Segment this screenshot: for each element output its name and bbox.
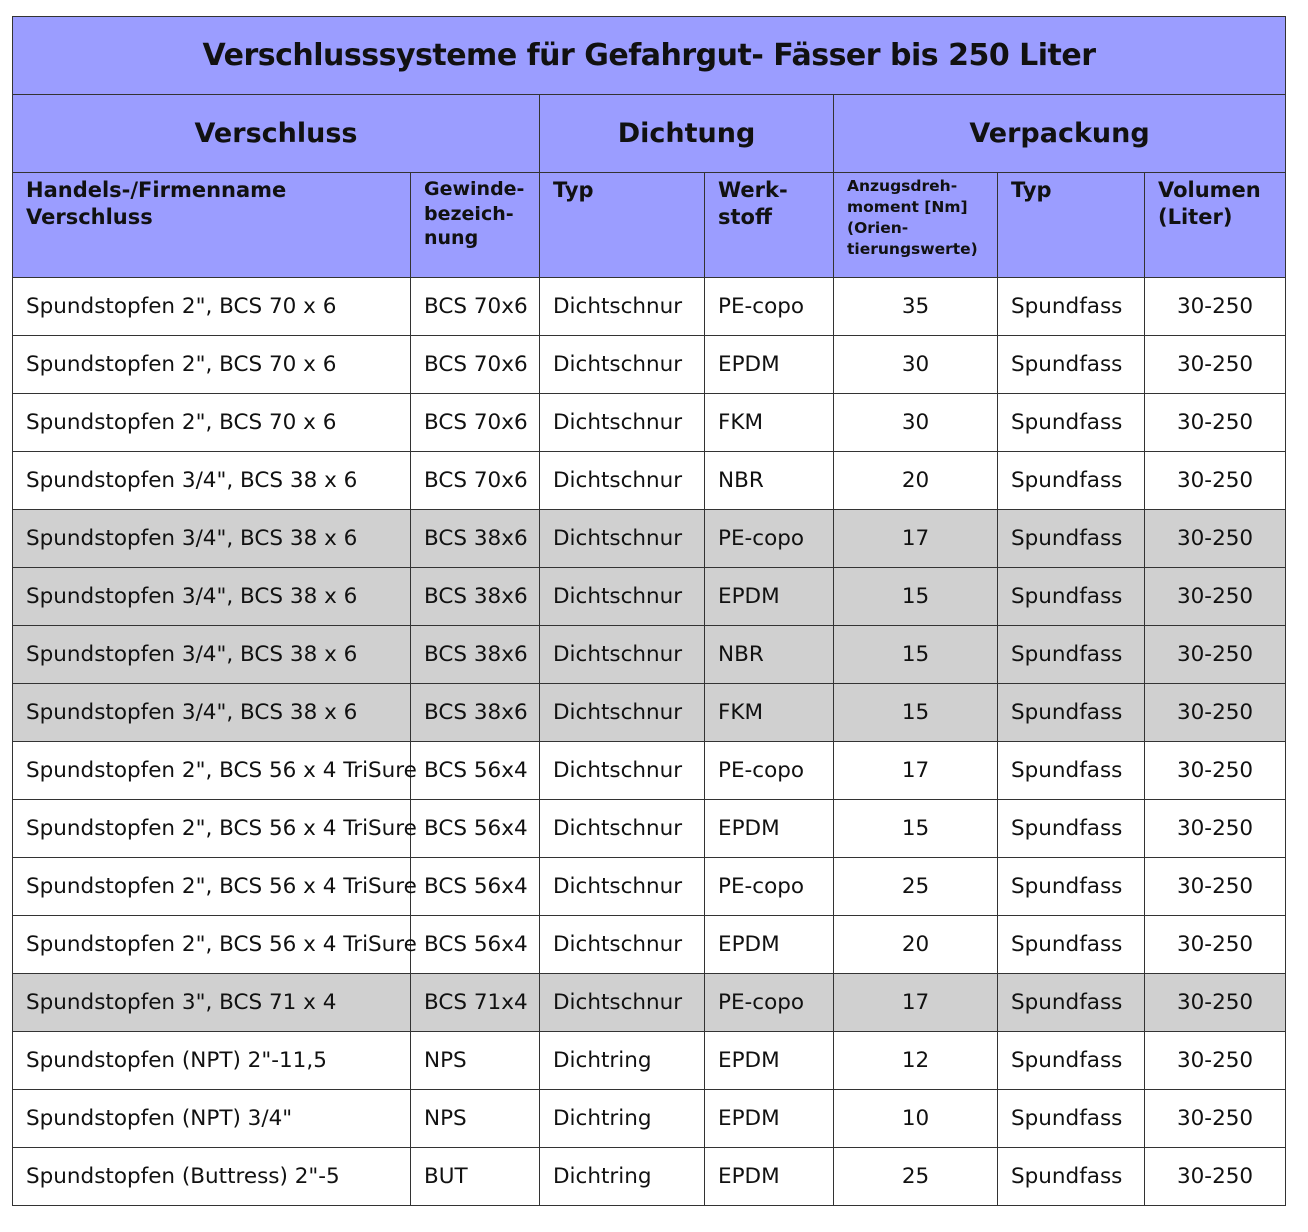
cell-name: Spundstopfen 2", BCS 56 x 4 TriSure: [13, 742, 411, 800]
cell-thread: BCS 38x6: [411, 684, 540, 742]
cell-torque: 25: [834, 1148, 998, 1206]
cell-torque: 35: [834, 278, 998, 336]
cell-seal-type: Dichtring: [540, 1032, 705, 1090]
cell-material: EPDM: [705, 916, 834, 974]
column-header-material: Werk- stoff: [705, 173, 834, 278]
cell-material: PE-copo: [705, 278, 834, 336]
cell-torque: 15: [834, 568, 998, 626]
closure-systems-table: [12, 16, 1286, 1206]
cell-torque: 15: [834, 800, 998, 858]
cell-volume: 30-250: [1145, 568, 1286, 626]
column-header-volume: Volumen (Liter): [1145, 173, 1286, 278]
cell-thread: BCS 70x6: [411, 278, 540, 336]
cell-volume: 30-250: [1145, 1032, 1286, 1090]
cell-thread: BCS 38x6: [411, 510, 540, 568]
cell-torque: 30: [834, 394, 998, 452]
cell-pack-type: Spundfass: [998, 916, 1145, 974]
group-header-verschluss: Verschluss: [13, 95, 540, 173]
cell-thread: NPS: [411, 1032, 540, 1090]
column-header-thread: Gewinde- bezeich- nung: [411, 173, 540, 278]
table-row: [13, 452, 1286, 510]
cell-material: EPDM: [705, 336, 834, 394]
table-row: [13, 1148, 1286, 1206]
cell-pack-type: Spundfass: [998, 858, 1145, 916]
cell-torque: 17: [834, 974, 998, 1032]
cell-thread: BCS 70x6: [411, 336, 540, 394]
cell-volume: 30-250: [1145, 916, 1286, 974]
cell-pack-type: Spundfass: [998, 510, 1145, 568]
cell-torque: 17: [834, 510, 998, 568]
table-row: [13, 568, 1286, 626]
cell-volume: 30-250: [1145, 684, 1286, 742]
cell-thread: BCS 56x4: [411, 858, 540, 916]
column-header-seal-type: Typ: [540, 173, 705, 278]
column-header-torque: Anzugsdreh- moment [Nm] (Orien- tierungswerte): [834, 173, 998, 278]
cell-material: EPDM: [705, 800, 834, 858]
table-row: [13, 916, 1286, 974]
cell-name: Spundstopfen 2", BCS 70 x 6: [13, 394, 411, 452]
cell-torque: 15: [834, 684, 998, 742]
table-row: [13, 1032, 1286, 1090]
cell-name: Spundstopfen 2", BCS 56 x 4 TriSure: [13, 800, 411, 858]
cell-volume: 30-250: [1145, 974, 1286, 1032]
cell-thread: BCS 38x6: [411, 626, 540, 684]
cell-seal-type: Dichtschnur: [540, 336, 705, 394]
cell-pack-type: Spundfass: [998, 800, 1145, 858]
cell-volume: 30-250: [1145, 626, 1286, 684]
cell-material: NBR: [705, 626, 834, 684]
cell-pack-type: Spundfass: [998, 742, 1145, 800]
column-header-pack-type: Typ: [998, 173, 1145, 278]
cell-seal-type: Dichtschnur: [540, 858, 705, 916]
cell-thread: BCS 56x4: [411, 800, 540, 858]
table-row: [13, 858, 1286, 916]
cell-thread: BCS 38x6: [411, 568, 540, 626]
cell-torque: 15: [834, 626, 998, 684]
cell-seal-type: Dichtschnur: [540, 278, 705, 336]
cell-seal-type: Dichtring: [540, 1090, 705, 1148]
cell-volume: 30-250: [1145, 742, 1286, 800]
cell-seal-type: Dichtschnur: [540, 742, 705, 800]
cell-pack-type: Spundfass: [998, 278, 1145, 336]
cell-volume: 30-250: [1145, 1090, 1286, 1148]
cell-material: EPDM: [705, 1032, 834, 1090]
cell-seal-type: Dichtschnur: [540, 626, 705, 684]
cell-thread: BCS 70x6: [411, 394, 540, 452]
cell-name: Spundstopfen 3/4", BCS 38 x 6: [13, 626, 411, 684]
cell-name: Spundstopfen (Buttress) 2"-5: [13, 1148, 411, 1206]
cell-pack-type: Spundfass: [998, 452, 1145, 510]
cell-volume: 30-250: [1145, 1148, 1286, 1206]
cell-torque: 25: [834, 858, 998, 916]
cell-name: Spundstopfen 2", BCS 70 x 6: [13, 278, 411, 336]
cell-seal-type: Dichtschnur: [540, 800, 705, 858]
table-row: [13, 626, 1286, 684]
cell-name: Spundstopfen 3/4", BCS 38 x 6: [13, 684, 411, 742]
cell-pack-type: Spundfass: [998, 568, 1145, 626]
cell-pack-type: Spundfass: [998, 626, 1145, 684]
cell-thread: BUT: [411, 1148, 540, 1206]
cell-name: Spundstopfen 2", BCS 56 x 4 TriSure: [13, 858, 411, 916]
cell-volume: 30-250: [1145, 510, 1286, 568]
cell-name: Spundstopfen 2", BCS 56 x 4 TriSure: [13, 916, 411, 974]
cell-name: Spundstopfen 2", BCS 70 x 6: [13, 336, 411, 394]
cell-volume: 30-250: [1145, 452, 1286, 510]
cell-torque: 30: [834, 336, 998, 394]
cell-seal-type: Dichtschnur: [540, 916, 705, 974]
cell-material: PE-copo: [705, 858, 834, 916]
cell-material: EPDM: [705, 568, 834, 626]
cell-material: PE-copo: [705, 974, 834, 1032]
cell-volume: 30-250: [1145, 336, 1286, 394]
cell-seal-type: Dichtschnur: [540, 394, 705, 452]
cell-torque: 20: [834, 452, 998, 510]
table-row: [13, 278, 1286, 336]
cell-material: EPDM: [705, 1148, 834, 1206]
cell-name: Spundstopfen 3/4", BCS 38 x 6: [13, 568, 411, 626]
table-row: [13, 336, 1286, 394]
cell-pack-type: Spundfass: [998, 336, 1145, 394]
cell-seal-type: Dichtschnur: [540, 452, 705, 510]
table-row: [13, 800, 1286, 858]
cell-thread: BCS 70x6: [411, 452, 540, 510]
table-body: [13, 278, 1286, 1206]
cell-torque: 20: [834, 916, 998, 974]
cell-pack-type: Spundfass: [998, 974, 1145, 1032]
cell-seal-type: Dichtschnur: [540, 510, 705, 568]
table-wrapper: [12, 16, 1285, 1206]
cell-pack-type: Spundfass: [998, 1032, 1145, 1090]
cell-torque: 12: [834, 1032, 998, 1090]
table-row: [13, 394, 1286, 452]
cell-volume: 30-250: [1145, 800, 1286, 858]
cell-torque: 10: [834, 1090, 998, 1148]
cell-thread: BCS 56x4: [411, 742, 540, 800]
cell-pack-type: Spundfass: [998, 684, 1145, 742]
cell-material: FKM: [705, 684, 834, 742]
cell-pack-type: Spundfass: [998, 1090, 1145, 1148]
table-row: [13, 974, 1286, 1032]
group-header-dichtung: Dichtung: [540, 95, 834, 173]
cell-thread: BCS 56x4: [411, 916, 540, 974]
table-title: Verschlusssysteme für Gefahrgut- Fässer bis 250 Liter: [13, 17, 1286, 95]
cell-material: NBR: [705, 452, 834, 510]
cell-material: EPDM: [705, 1090, 834, 1148]
cell-volume: 30-250: [1145, 278, 1286, 336]
cell-material: FKM: [705, 394, 834, 452]
cell-name: Spundstopfen 3", BCS 71 x 4: [13, 974, 411, 1032]
cell-name: Spundstopfen 3/4", BCS 38 x 6: [13, 452, 411, 510]
table-row: [13, 684, 1286, 742]
table-row: [13, 742, 1286, 800]
cell-volume: 30-250: [1145, 394, 1286, 452]
cell-material: PE-copo: [705, 742, 834, 800]
cell-volume: 30-250: [1145, 858, 1286, 916]
cell-seal-type: Dichtschnur: [540, 974, 705, 1032]
table-row: [13, 510, 1286, 568]
cell-seal-type: Dichtschnur: [540, 684, 705, 742]
cell-thread: NPS: [411, 1090, 540, 1148]
cell-pack-type: Spundfass: [998, 394, 1145, 452]
table-row: [13, 1090, 1286, 1148]
group-header-verpackung: Verpackung: [834, 95, 1286, 173]
cell-seal-type: Dichtring: [540, 1148, 705, 1206]
cell-material: PE-copo: [705, 510, 834, 568]
cell-thread: BCS 71x4: [411, 974, 540, 1032]
cell-name: Spundstopfen (NPT) 2"-11,5: [13, 1032, 411, 1090]
column-header-name: Handels-/Firmenname Verschluss: [13, 173, 411, 278]
cell-name: Spundstopfen (NPT) 3/4": [13, 1090, 411, 1148]
cell-pack-type: Spundfass: [998, 1148, 1145, 1206]
cell-seal-type: Dichtschnur: [540, 568, 705, 626]
cell-name: Spundstopfen 3/4", BCS 38 x 6: [13, 510, 411, 568]
cell-torque: 17: [834, 742, 998, 800]
